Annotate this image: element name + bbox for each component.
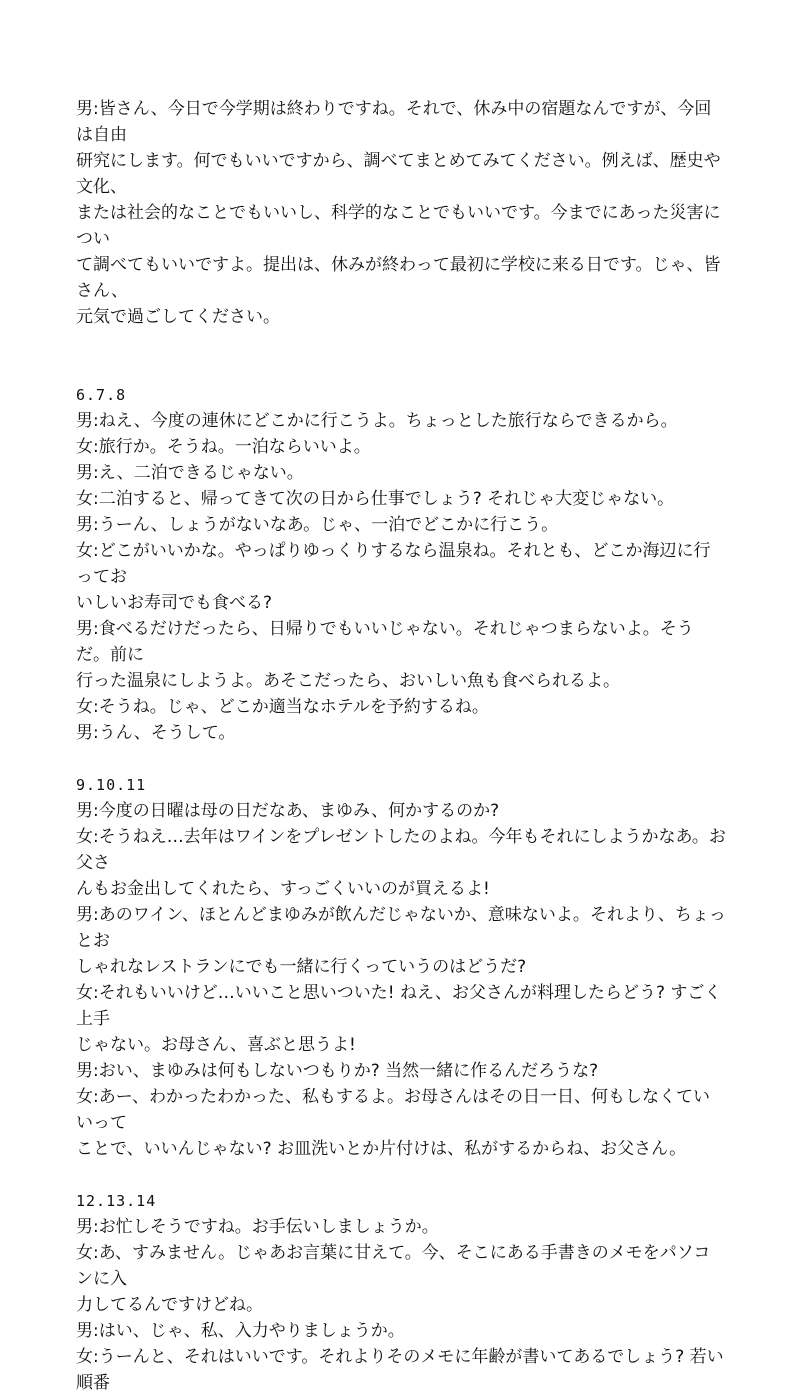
intro-paragraph [76,96,726,330]
dialogue-line: 女:それもいいけど…いいこと思いついた! ねえ、お父さんが料理したらどう? すごく上手 [76,983,722,1029]
dialogue-line: 男:食べるだけだったら、日帰りでもいいじゃない。それじゃつまらないよ。そうだ。前に [76,619,694,665]
dialogue-line: 力してるんですけどね。 [76,1295,263,1315]
dialogue-line: 女:どこがいいかな。やっぱりゆっくりするなら温泉ね。それとも、どこか海辺に行ってお [76,541,711,587]
dialogue-line: 女:あ、すみません。じゃあお言葉に甘えて。今、そこにある手書きのメモをパソコンに入 [76,1243,711,1289]
dialogue-line: 男:うん、そうして。 [76,723,236,743]
dialogue-line: んもお金出してくれたら、すっごくいいのが買えるよ! [76,879,490,899]
dialogue-section-12-13-14 [76,1188,726,1396]
dialogue-line: ことで、いいんじゃない? お皿洗いとか片付けは、私がするからね、お父さん。 [76,1139,687,1159]
dialogue-section-6-7-8 [76,382,726,746]
dialogue-line: 男:うーん、しょうがないなあ。じゃ、一泊でどこかに行こう。 [76,515,559,535]
dialogue-line: いしいお寿司でも食べる? [76,593,273,613]
dialogue-line: 女:そうね。じゃ、どこか適当なホテルを予約するね。 [76,697,489,717]
dialogue-section-9-10-11 [76,772,726,1162]
spacer [76,330,726,356]
dialogue-line: 行った温泉にしようよ。あそこだったら、おいしい魚も食べられるよ。 [76,671,620,691]
section-heading: 6.7.8 [76,386,127,404]
dialogue-line: 女:あー、わかったわかった、私もするよ。お母さんはその日一日、何もしなくていいって [76,1087,711,1133]
dialogue-line: 女:旅行か。そうね。一泊ならいいよ。 [76,437,371,457]
text-line: 研究にします。何でもいいですから、調べてまとめてみてください。例えば、歴史や文化、 [76,151,721,197]
dialogue-line: 女:うーんと、それはいいです。それよりそのメモに年齢が書いてあるでしょう? 若い順番 [76,1347,724,1393]
text-line: 元気で過ごしてください。 [76,307,280,327]
document-page [76,96,726,1396]
spacer [76,746,726,772]
text-line: 男:皆さん、今日で今学期は終わりですね。それで、休み中の宿題なんですが、今回は自由 [76,99,712,145]
spacer [76,356,726,382]
spacer [76,1162,726,1188]
section-heading: 9.10.11 [76,776,147,794]
section-heading: 12.13.14 [76,1192,157,1210]
dialogue-line: しゃれなレストランにでも一緒に行くっていうのはどうだ? [76,957,527,977]
dialogue-line: 男:今度の日曜は母の日だなあ、まゆみ、何かするのか? [76,801,500,821]
dialogue-line: 女:二泊すると、帰ってきて次の日から仕事でしょう? それじゃ大変じゃない。 [76,489,675,509]
text-line: または社会的なことでもいいし、科学的なことでもいいです。今までにあった災害につい [76,203,721,249]
dialogue-line: じゃない。お母さん、喜ぶと思うよ! [76,1035,356,1055]
text-line: て調べてもいいですよ。提出は、休みが終わって最初に学校に来る日です。じゃ、皆さん、 [76,255,721,301]
dialogue-line: 男:おい、まゆみは何もしないつもりか? 当然一緒に作るんだろうな? [76,1061,599,1081]
dialogue-line: 男:はい、じゃ、私、入力やりましょうか。 [76,1321,405,1341]
dialogue-line: 男:ねえ、今度の連休にどこかに行こうよ。ちょっとした旅行ならできるから。 [76,411,678,431]
dialogue-line: 男:え、二泊できるじゃない。 [76,463,304,483]
dialogue-line: 男:お忙しそうですね。お手伝いしましょうか。 [76,1217,439,1237]
dialogue-line: 女:そうねえ…去年はワインをプレゼントしたのよね。今年もそれにしようかなあ。お父さ [76,827,726,873]
dialogue-line: 男:あのワイン、ほとんどまゆみが飲んだじゃないか、意味ないよ。それより、ちょっとお [76,905,726,951]
